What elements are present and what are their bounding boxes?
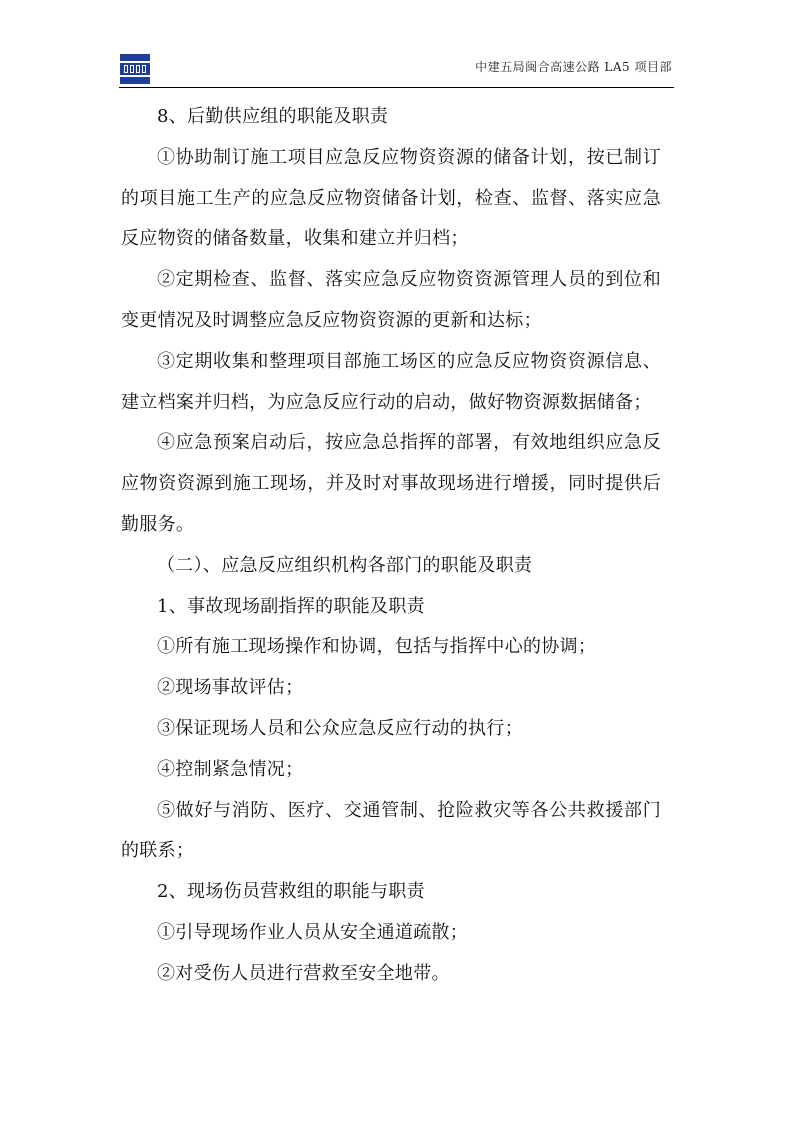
- page-header: [119, 50, 674, 88]
- header-title: 中建五局闽合高速公路 LA5 项目部: [475, 60, 672, 74]
- paragraph-deputy-duty-3: ③保证现场人员和公众应急反应行动的执行；: [157, 717, 523, 739]
- header-divider: [119, 87, 674, 88]
- section-heading-rescue-team: 2、现场伤员营救组的职能与职责: [157, 881, 425, 903]
- paragraph-logistics-duty-2: ②定期检查、监督、落实应急反应物资资源管理人员的到位和变更情况及时调整应急反应物资资源的更新和达标；: [121, 269, 661, 331]
- paragraph-deputy-duty-1: ①所有施工现场操作和协调，包括与指挥中心的协调；: [157, 636, 597, 658]
- paragraph-logistics-duty-4: ④应急预案启动后，按应急总指挥的部署，有效地组织应急反应物资资源到施工现场，并及时对事故现场进行增援，同时提供后勤服务。: [121, 432, 661, 535]
- paragraph-logistics-duty-1: ①协助制订施工项目应急反应物资资源的储备计划，按已制订的项目施工生产的应急反应物资储备计划，检查、监督、落实应急反应物资的储备数量，收集和建立并归档；: [121, 146, 661, 250]
- section-heading-departments: （二）、应急反应组织机构各部门的职能及职责: [157, 554, 533, 576]
- section-heading-deputy-commander: 1、事故现场副指挥的职能及职责: [157, 595, 425, 617]
- paragraph-deputy-duty-4: ④控制紧急情况；: [157, 758, 304, 780]
- paragraph-deputy-duty-5: ⑤做好与消防、医疗、交通管制、抢险救灾等各公共救援部门的联系；: [121, 799, 661, 862]
- cscec-logo-icon: [120, 54, 150, 84]
- paragraph-rescue-duty-1: ①引导现场作业人员从安全通道疏散；: [157, 921, 469, 943]
- paragraph-logistics-duty-3: ③定期收集和整理项目部施工场区的应急反应物资资源信息、建立档案并归档，为应急反应行动的启动，做好物资源数据储备；: [121, 350, 661, 413]
- paragraph-rescue-duty-2: ②对受伤人员进行营救至安全地带。: [157, 962, 450, 984]
- paragraph-deputy-duty-2: ②现场事故评估；: [157, 677, 304, 699]
- document-body: [121, 97, 661, 995]
- section-heading-logistics: 8、后勤供应组的职能及职责: [157, 106, 389, 127]
